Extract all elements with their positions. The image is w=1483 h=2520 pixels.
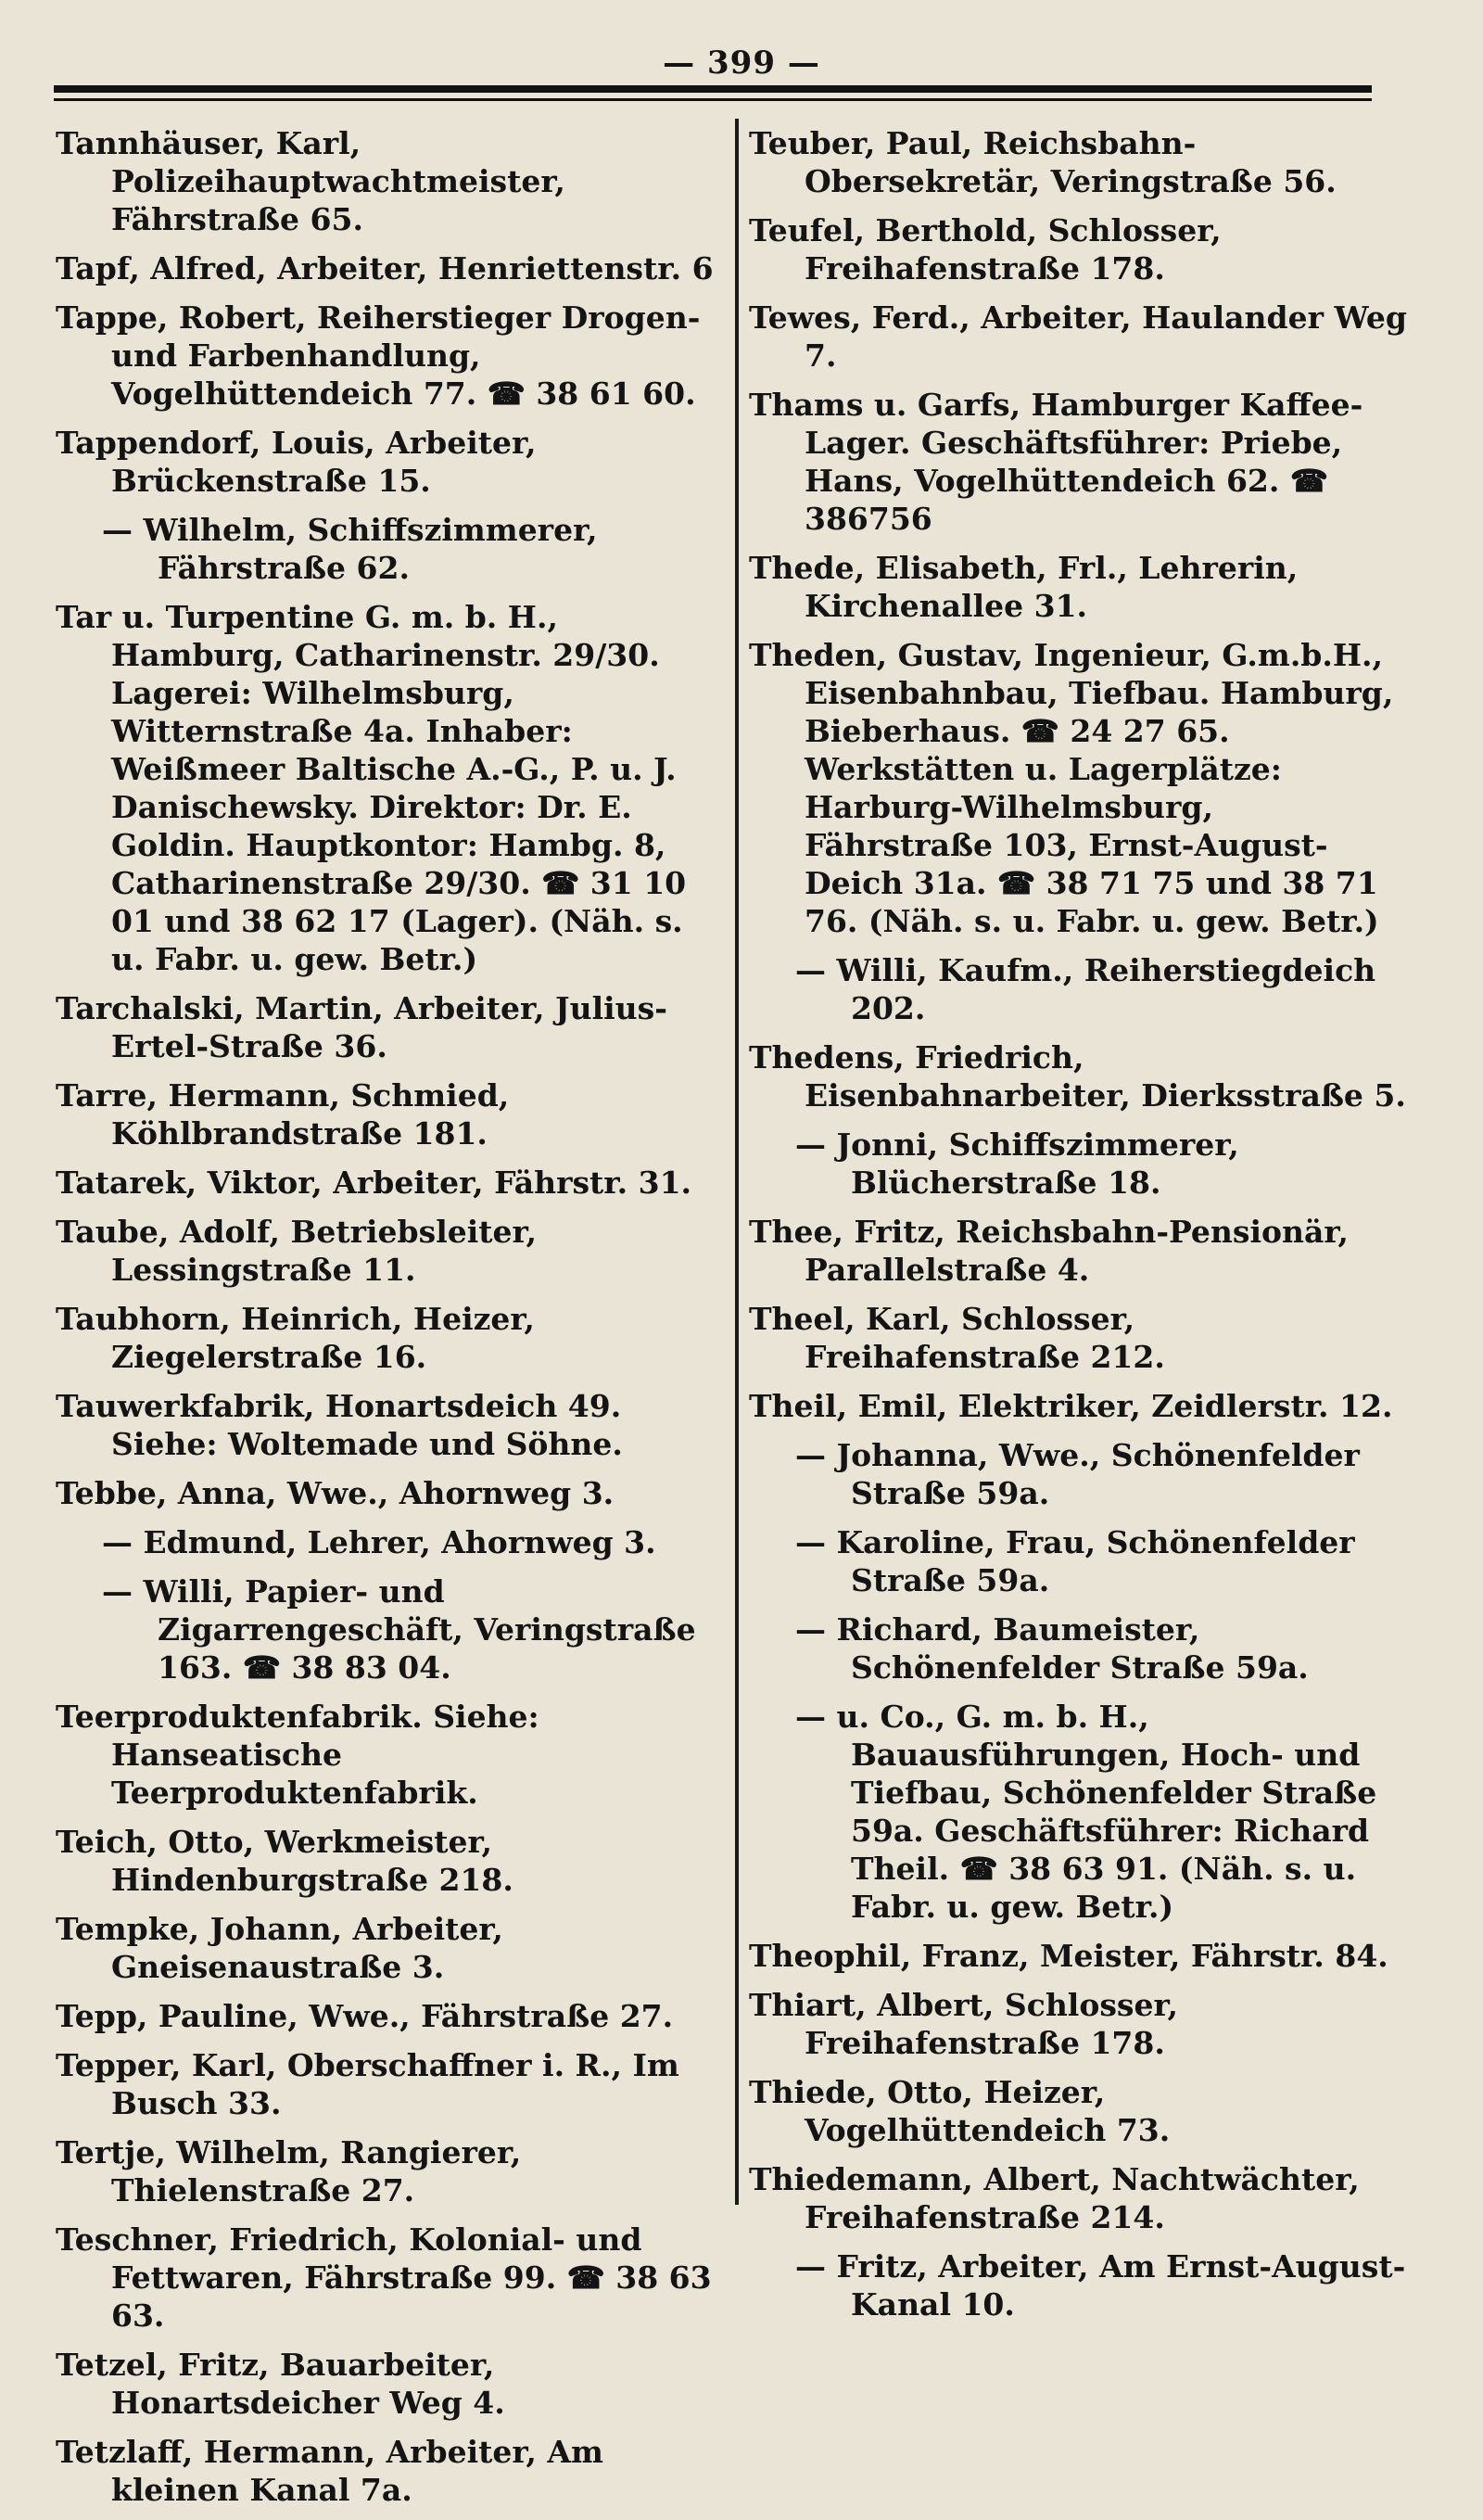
directory-entry: Tannhäuser, Karl, Polizeihauptwachtmeister, Fährstraße 65. (56, 125, 565, 237)
directory-entry: Thiart, Albert, Schlosser, Freihafenstraße 178. (749, 1987, 1178, 2061)
directory-entry: Taube, Adolf, Betriebsleiter, Lessingstraße 11. (56, 1214, 537, 1288)
directory-entry: — u. Co., G. m. b. H., Bauausführungen, Hoch- und Tiefbau, Schönenfelder Straße 59a. Geschäftsführer: Richard Theil. ☎ 38 63 91. (Näh. s. u. Fabr. u. gew. Betr.) (795, 1699, 1377, 1925)
directory-entry: Thedens, Friedrich, Eisenbahnarbeiter, Dierksstraße 5. (749, 1039, 1406, 1114)
directory-entry: Tar u. Turpentine G. m. b. H., Hamburg, Catharinenstr. 29/30. Lagerei: Wilhelmsburg, Witternstraße 4a. Inhaber: Weißmeer Baltische A.-G., P. u. J. Danischewsky. Direktor: Dr. E. Goldin. Hauptkontor: Hambg. 8, Catharinenstraße 29/30. ☎ 31 10 01 und 38 62 17 (Lager). (Näh. s. u. Fabr. u. gew. Betr.) (56, 599, 687, 977)
directory-entry: Tebbe, Anna, Wwe., Ahornweg 3. (56, 1475, 615, 1511)
directory-entry: Tappendorf, Louis, Arbeiter, Brückenstraße 15. (56, 425, 537, 499)
directory-entry: Thiedemann, Albert, Nachtwächter, Freihafenstraße 214. (749, 2161, 1360, 2235)
directory-entry: — Willi, Papier- und Zigarrengeschäft, Veringstraße 163. ☎ 38 83 04. (102, 1573, 696, 1686)
right-column (749, 124, 1409, 2335)
left-column (56, 124, 716, 2520)
directory-entry: Tatarek, Viktor, Arbeiter, Fährstr. 31. (56, 1165, 692, 1201)
page-number: — 399 — (663, 45, 820, 82)
directory-entry: Tappe, Robert, Reiherstieger Drogen- und Farbenhandlung, Vogelhüttendeich 77. ☎ 38 61 60. (56, 299, 701, 412)
directory-entry: Tetzlaff, Hermann, Arbeiter, Am kleinen Kanal 7a. (56, 2434, 603, 2508)
directory-entry: — Jonni, Schiffszimmerer, Blücherstraße 18. (795, 1126, 1239, 1201)
directory-entry: Tauwerkfabrik, Honartsdeich 49. Siehe: Woltemade und Söhne. (56, 1388, 623, 1462)
directory-entry: — Johanna, Wwe., Schönenfelder Straße 59a. (795, 1437, 1360, 1511)
directory-entry: Tertje, Wilhelm, Rangierer, Thielenstraße 27. (56, 2134, 522, 2208)
directory-entry: Teschner, Friedrich, Kolonial- und Fettwaren, Fährstraße 99. ☎ 38 63 63. (56, 2221, 712, 2334)
directory-entry: Teufel, Berthold, Schlosser, Freihafenstraße 178. (749, 212, 1222, 286)
directory-entry: Tempke, Johann, Arbeiter, Gneisenaustraße 3. (56, 1911, 503, 1985)
directory-entry: Thams u. Garfs, Hamburger Kaffee-Lager. Geschäftsführer: Priebe, Hans, Vogelhüttendeich 62. ☎ 386756 (749, 387, 1363, 537)
directory-entry: Thede, Elisabeth, Frl., Lehrerin, Kirchenallee 31. (749, 550, 1299, 624)
directory-entry: Tewes, Ferd., Arbeiter, Haulander Weg 7. (749, 299, 1407, 374)
directory-entry: Teuber, Paul, Reichsbahn-Obersekretär, Veringstraße 56. (749, 125, 1337, 199)
directory-entry: Theophil, Franz, Meister, Fährstr. 84. (749, 1938, 1388, 1974)
header-rule-thin (54, 98, 1372, 101)
directory-entry: — Fritz, Arbeiter, Am Ernst-August-Kanal 10. (795, 2248, 1406, 2323)
directory-entry: Tetzel, Fritz, Bauarbeiter, Honartsdeicher Weg 4. (56, 2347, 505, 2421)
directory-entry: Teich, Otto, Werkmeister, Hindenburgstraße 218. (56, 1824, 513, 1898)
directory-entry: Teerproduktenfabrik. Siehe: Hanseatische Teerproduktenfabrik. (56, 1699, 539, 1811)
directory-entry: — Richard, Baumeister, Schönenfelder Straße 59a. (795, 1611, 1309, 1686)
directory-entry: Theil, Emil, Elektriker, Zeidlerstr. 12. (749, 1388, 1393, 1424)
directory-entry: Thiede, Otto, Heizer, Vogelhüttendeich 73. (749, 2074, 1171, 2148)
directory-entry: — Willi, Kaufm., Reiherstiegdeich 202. (795, 952, 1376, 1026)
directory-entry: — Edmund, Lehrer, Ahornweg 3. (102, 1524, 656, 1560)
directory-entry: — Wilhelm, Schiffszimmerer, Fährstraße 62. (102, 512, 598, 586)
directory-entry: Theden, Gustav, Ingenieur, G.m.b.H., Eisenbahnbau, Tiefbau. Hamburg, Bieberhaus. ☎ 24 27 65. Werkstätten u. Lagerplätze: Harburg-Wilhelmsburg, Fährstraße 103, Ernst-August-Deich 31a. ☎ 38 71 75 und 38 71 76. (Näh. s. u. Fabr. u. gew. Betr.) (749, 637, 1394, 939)
directory-entry: Tarchalski, Martin, Arbeiter, Julius-Ertel-Straße 36. (56, 990, 667, 1064)
directory-entry: Tepper, Karl, Oberschaffner i. R., Im Busch 33. (56, 2047, 679, 2121)
directory-entry: Tapf, Alfred, Arbeiter, Henriettenstr. 6 (56, 250, 714, 286)
directory-entry: Theel, Karl, Schlosser, Freihafenstraße 212. (749, 1301, 1165, 1375)
header-rule-thick (54, 85, 1372, 93)
directory-entry: Tarre, Hermann, Schmied, Köhlbrandstraße 181. (56, 1077, 510, 1152)
directory-entry: Thee, Fritz, Reichsbahn-Pensionär, Parallelstraße 4. (749, 1214, 1349, 1288)
directory-entry: Tepp, Pauline, Wwe., Fährstraße 27. (56, 1998, 674, 2034)
column-divider (735, 119, 739, 2205)
directory-entry: Taubhorn, Heinrich, Heizer, Ziegelerstraße 16. (56, 1301, 535, 1375)
directory-entry: — Karoline, Frau, Schönenfelder Straße 59a. (795, 1524, 1355, 1598)
